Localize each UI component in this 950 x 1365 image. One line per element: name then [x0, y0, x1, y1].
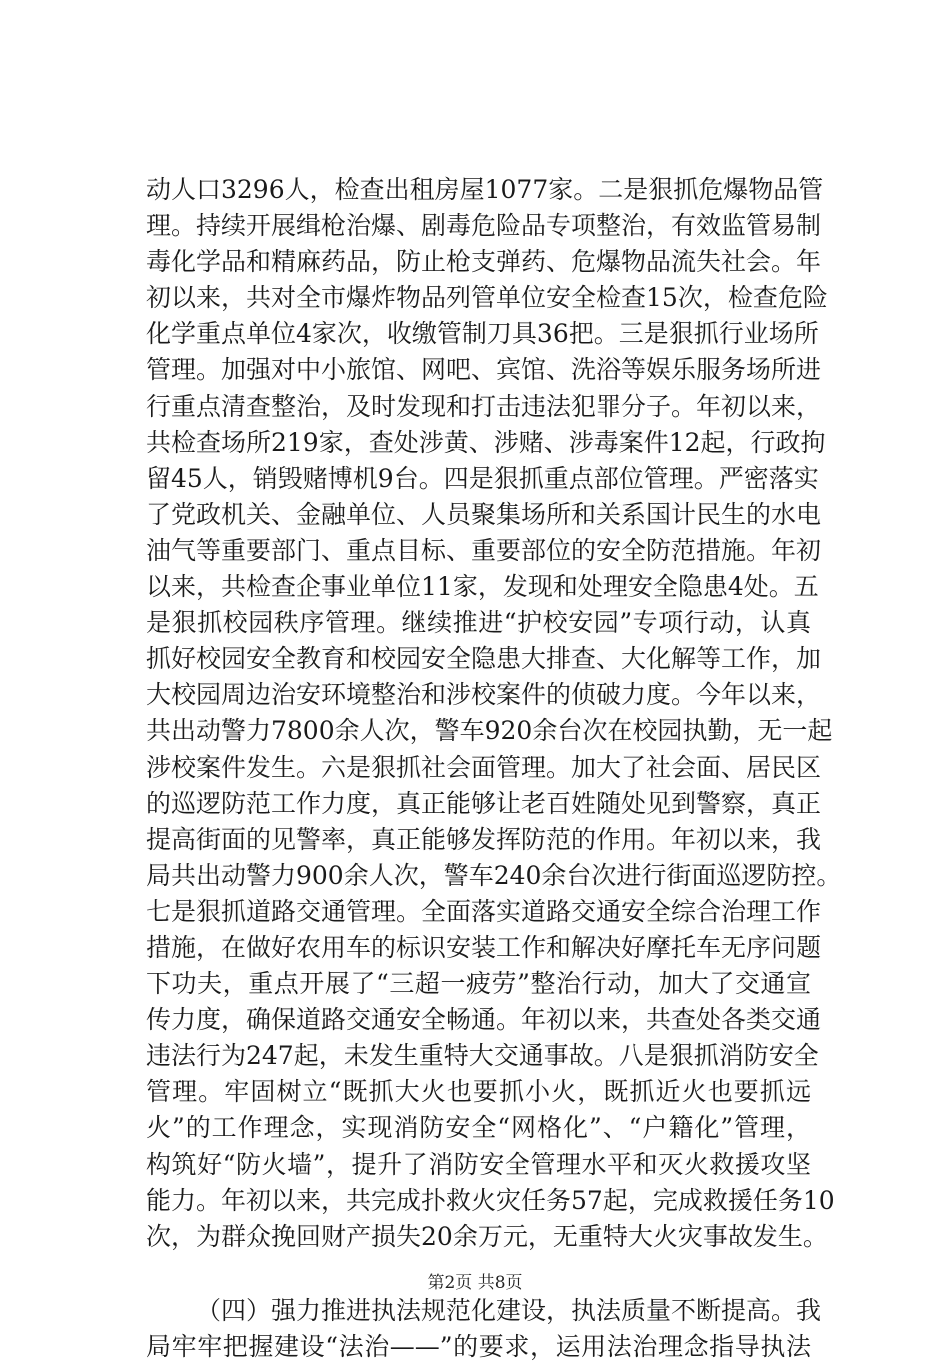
text-line: 共检查场所219家，查处涉黄、涉赌、涉毒案件12起，行政拘	[146, 427, 826, 457]
text-line: 违法行为247起，未发生重特大交通事故。八是狠抓消防安全	[146, 1041, 819, 1071]
text-line: 以来，共检查企事业单位11家，发现和处理安全隐患4处。五	[146, 572, 819, 602]
text-line: 构筑好“防火墙”，提升了消防安全管理水平和灭火救援攻坚	[146, 1149, 811, 1179]
text-line: 局共出动警力900余人次，警车240余台次进行街面巡逻防控。	[146, 860, 842, 890]
text-line: 涉校案件发生。六是狠抓社会面管理。加大了社会面、居民区	[146, 752, 822, 782]
page-footer-indicator: 第2页 共8页	[427, 1273, 523, 1293]
text-line: 能力。年初以来，共完成扑救火灾任务57起，完成救援任务10	[146, 1185, 835, 1215]
text-line: 油气等重要部门、重点目标、重要部位的安全防范措施。年初	[146, 535, 822, 565]
text-line: 大校园周边治安环境整治和涉校案件的侦破力度。今年以来，	[146, 680, 822, 710]
text-line: 抓好校园安全教育和校园安全隐患大排查、大化解等工作，加	[146, 644, 822, 674]
text-line: 火”的工作理念，实现消防安全“网格化”、“户籍化”管理，	[146, 1113, 811, 1143]
document-body	[146, 172, 842, 1365]
text-line: 局牢牢把握建设“法治——”的要求，运用法治理念指导执法	[146, 1331, 811, 1361]
text-line: 措施，在做好农用车的标识安装工作和解决好摩托车无序问题	[146, 932, 822, 962]
text-line: 七是狠抓道路交通管理。全面落实道路交通安全综合治理工作	[146, 896, 822, 926]
text-line: 动人口3296人，检查出租房屋1077家。二是狠抓危爆物品管	[146, 175, 824, 204]
text-line: 管理。牢固树立“既抓大火也要抓小火，既抓近火也要抓远	[146, 1077, 811, 1107]
text-line: （四）强力推进执法规范化建设，执法质量不断提高。我	[196, 1295, 822, 1325]
text-line: 了党政机关、金融单位、人员聚集场所和关系国计民生的水电	[146, 499, 822, 529]
text-line: 化学重点单位4家次，收缴管制刀具36把。三是狠抓行业场所	[146, 319, 819, 349]
paragraph-1	[146, 172, 842, 1255]
text-line: 次，为群众挽回财产损失20余万元，无重特大火灾事故发生。	[146, 1221, 828, 1251]
text-line: 提高街面的见警率，真正能够发挥防范的作用。年初以来，我	[146, 824, 822, 854]
text-line: 留45人，销毁赌博机9台。四是狠抓重点部位管理。严密落实	[146, 463, 819, 493]
text-line: 下功夫，重点开展了“三超一疲劳”整治行动，加大了交通宣	[146, 969, 811, 999]
text-line: 理。持续开展缉枪治爆、剧毒危险品专项整治，有效监管易制	[146, 211, 822, 241]
paragraph-2	[146, 1293, 822, 1365]
text-line: 的巡逻防范工作力度，真正能够让老百姓随处见到警察，真正	[146, 788, 822, 818]
text-line: 毒化学品和精麻药品，防止枪支弹药、危爆物品流失社会。年	[146, 247, 822, 277]
text-line: 初以来，共对全市爆炸物品列管单位安全检查15次，检查危险	[146, 283, 828, 313]
text-line: 共出动警力7800余人次，警车920余台次在校园执勤，无一起	[146, 716, 833, 746]
text-line: 是狠抓校园秩序管理。继续推进“护校安园”专项行动，认真	[146, 608, 811, 638]
text-line: 行重点清查整治，及时发现和打击违法犯罪分子。年初以来，	[146, 391, 822, 421]
text-line: 传力度，确保道路交通安全畅通。年初以来，共查处各类交通	[146, 1005, 822, 1035]
text-line: 管理。加强对中小旅馆、网吧、宾馆、洗浴等娱乐服务场所进	[146, 355, 822, 385]
